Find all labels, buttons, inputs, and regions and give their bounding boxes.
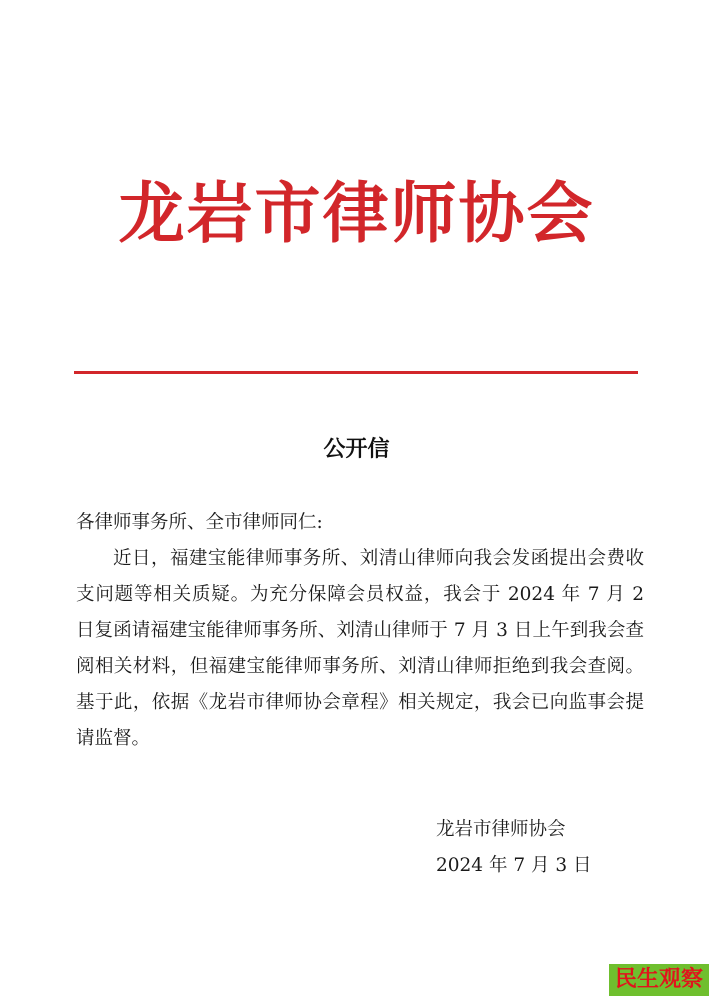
letterhead-org-name: 龙岩市律师协会	[118, 174, 595, 252]
letter-body	[76, 505, 644, 757]
document-title: 公开信	[323, 437, 390, 462]
letterhead-divider	[74, 371, 638, 374]
salutation: 各律师事务所、全市律师同仁:	[76, 512, 323, 533]
signature-block	[436, 812, 592, 884]
watermark-badge: 民生观察	[609, 964, 709, 996]
signature-date: 2024 年 7 月 3 日	[436, 855, 592, 876]
signature-org: 龙岩市律师协会	[436, 819, 566, 840]
body-paragraph: 近日，福建宝能律师事务所、刘清山律师向我会发函提出会费收支问题等相关质疑。为充分保障会员权益，我会于 2024 年 7 月 2 日复函请福建宝能律师事务所、刘清山律师于 7 月 3 日上午到我会查阅相关材料，但福建宝能律师事务所、刘清山律师拒绝到我会查阅。基于此，依据《龙岩市律师协会章程》相关规定，我会已向监事会提请监督。	[76, 548, 644, 749]
